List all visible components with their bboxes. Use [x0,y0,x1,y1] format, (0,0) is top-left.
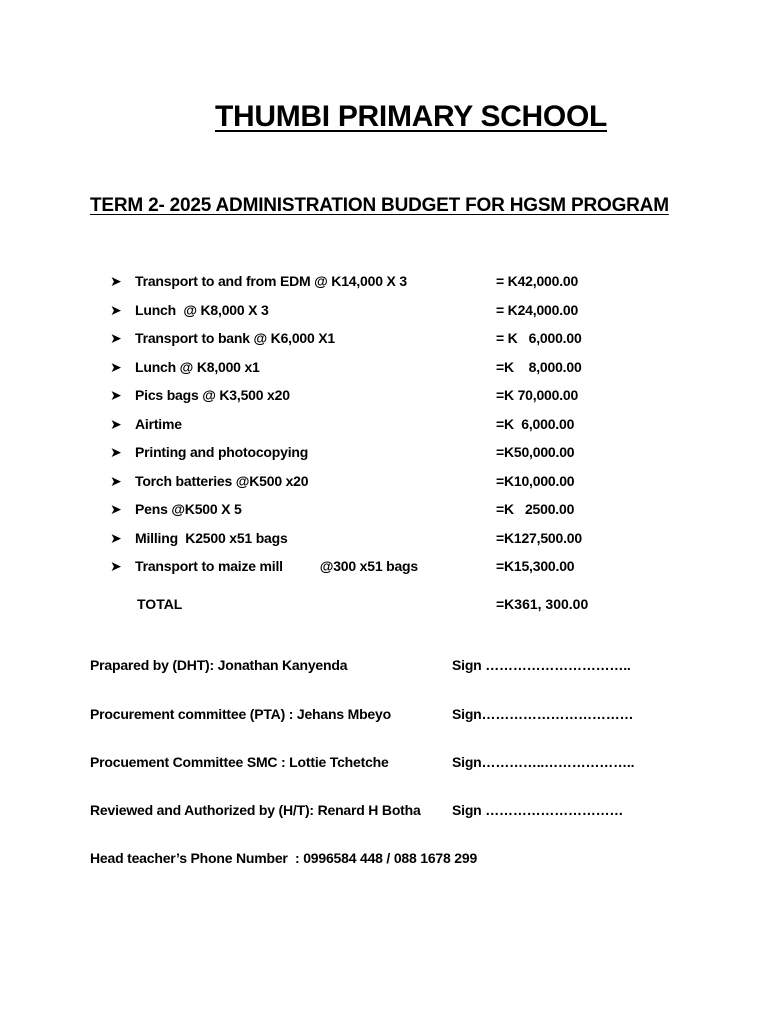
item-amount: =K 8,000.00 [496,358,582,375]
arrowhead-bullet-icon: ➤ [110,558,122,574]
signatory-role: Reviewed and Authorized by (H/T): Renard H Botha [90,802,421,818]
item-amount: =K 70,000.00 [496,387,579,403]
budget-item [110,555,670,584]
signature-row [90,751,690,773]
item-label: Transport to bank @ K6,000 X1 [135,330,336,346]
item-label: Pens @K500 X 5 [135,501,242,517]
total-label: TOTAL [137,596,183,612]
item-label: Printing and photocopying [135,444,309,460]
total-amount: =K361, 300.00 [496,596,589,612]
item-amount: = K42,000.00 [496,273,579,289]
item-label: Airtime [135,415,182,432]
item-amount: = K24,000.00 [496,301,579,318]
signature-row [90,799,690,821]
sign-line: Sign…………………………… [452,706,634,722]
head-teacher-phone: Head teacher’s Phone Number : 0996584 448 / 088 1678 299 [90,850,478,866]
budget-item [110,270,670,299]
budget-item [110,470,670,499]
arrowhead-bullet-icon: ➤ [110,301,122,318]
sign-line: Sign…………..……………….. [452,754,635,770]
budget-item [110,441,670,470]
budget-item [110,498,670,527]
item-amount: = K 6,000.00 [496,330,582,346]
item-amount: =K127,500.00 [496,529,582,546]
signatory-role: Procurement committee (PTA) : Jehans Mbeyo [90,706,391,722]
item-label: Transport to and from EDM @ K14,000 X 3 [135,273,407,289]
item-amount: =K15,300.00 [496,558,575,574]
item-label: Lunch @ K8,000 x1 [135,358,260,375]
signature-row [90,703,690,725]
sign-line: Sign ………………………….. [452,657,631,673]
arrowhead-bullet-icon: ➤ [110,330,122,346]
item-amount: =K 6,000.00 [496,415,575,432]
item-amount: =K10,000.00 [496,472,575,489]
arrowhead-bullet-icon: ➤ [110,387,122,403]
arrowhead-bullet-icon: ➤ [110,444,122,460]
budget-item [110,413,670,442]
signatory-role: Prapared by (DHT): Jonathan Kanyenda [90,657,348,673]
sign-line: Sign ………………………… [452,802,624,818]
budget-items-list [110,270,670,584]
budget-item [110,384,670,413]
arrowhead-bullet-icon: ➤ [110,472,122,489]
item-label: Milling K2500 x51 bags [135,529,288,546]
arrowhead-bullet-icon: ➤ [110,501,122,517]
arrowhead-bullet-icon: ➤ [110,273,122,289]
total-row [137,593,677,615]
item-amount: =K 2500.00 [496,501,575,517]
budget-item [110,299,670,328]
arrowhead-bullet-icon: ➤ [110,415,122,432]
item-amount: =K50,000.00 [496,444,575,460]
signature-row [90,654,690,676]
budget-item [110,527,670,556]
budget-item [110,327,670,356]
school-title: THUMBI PRIMARY SCHOOL [214,100,608,133]
budget-item [110,356,670,385]
arrowhead-bullet-icon: ➤ [110,529,122,546]
item-label: Torch batteries @K500 x20 [135,472,309,489]
item-label: Pics bags @ K3,500 x20 [135,387,290,403]
signatory-role: Procuement Committee SMC : Lottie Tchetche [90,754,389,770]
arrowhead-bullet-icon: ➤ [110,358,122,375]
item-label: Transport to maize mill @300 x51 bags [135,558,418,574]
item-label: Lunch @ K8,000 X 3 [135,301,269,318]
budget-title: TERM 2- 2025 ADMINISTRATION BUDGET FOR HGSM PROGRAM [90,195,669,216]
